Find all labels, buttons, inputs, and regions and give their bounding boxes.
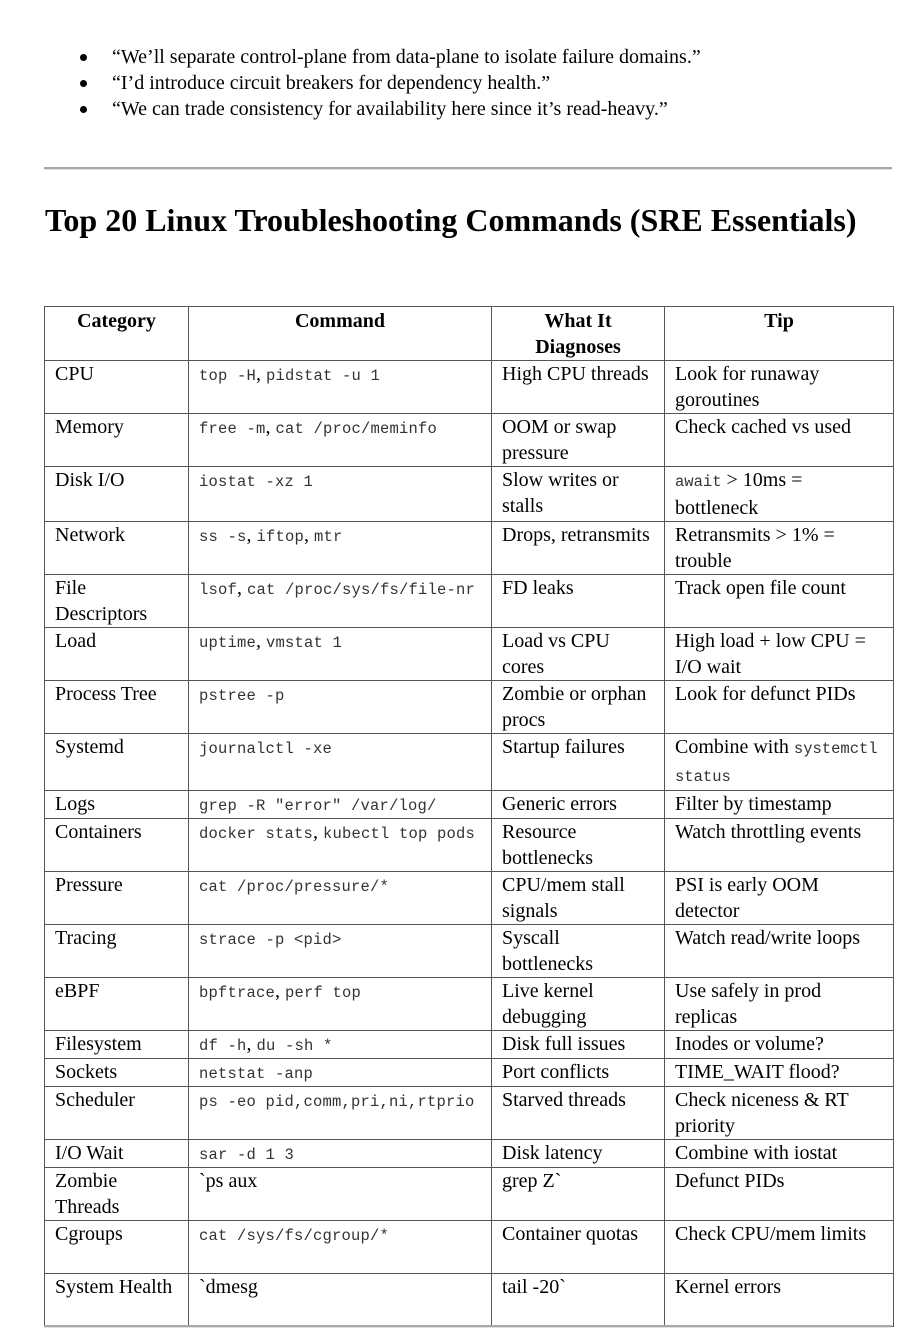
cell-command [189,1140,492,1168]
cell-command [189,467,492,522]
table-row [45,1031,894,1059]
command-code: ss -s [199,528,247,546]
cell-command: uptime, vmstat 1 [189,628,492,681]
cell-category: CPU [45,361,189,414]
bullet-item [0,44,701,70]
command-code: bpftrace [199,984,276,1002]
cell-diagnoses: Generic errors [492,791,665,819]
cell-diagnoses: Resource bottlenecks [492,819,665,872]
table-row [45,819,894,872]
cell-command [189,1221,492,1274]
cell-diagnoses: Starved threads [492,1087,665,1140]
table-row [45,1140,894,1168]
command-code: top -H [199,367,257,385]
tip-text: Check niceness & RT priority [675,1089,849,1137]
cell-category: Logs [45,791,189,819]
table-body [45,361,894,1327]
command-code: grep -R "error" /var/log/ [199,797,437,815]
cell-tip [665,734,894,791]
bullet-item [0,70,701,96]
cell-diagnoses: FD leaks [492,575,665,628]
tip-text: Look for defunct PIDs [675,683,856,705]
command-code: iostat -xz 1 [199,473,314,491]
cell-category: Filesystem [45,1031,189,1059]
tip-text: Filter by timestamp [675,793,832,815]
bullet-dot-icon [80,54,87,61]
cell-command: free -m, cat /proc/meminfo [189,414,492,467]
table-row [45,1274,894,1327]
commands-table [44,306,894,1327]
command-code: iftop [256,528,305,546]
cell-tip [665,1221,894,1274]
tip-text: Use safely in prod replicas [675,980,822,1028]
cell-tip [665,1168,894,1221]
cell-tip [665,361,894,414]
command-code: free -m [199,420,266,438]
tip-text: TIME_WAIT flood? [675,1061,840,1083]
command-code: cat /sys/fs/cgroup/* [199,1227,390,1245]
cell-command: bpftrace, perf top [189,978,492,1031]
table-row [45,467,894,522]
table-row [45,1221,894,1274]
cell-tip [665,681,894,734]
cell-diagnoses: OOM or swap pressure [492,414,665,467]
cell-tip [665,978,894,1031]
cell-tip [665,414,894,467]
cell-command [189,872,492,925]
cell-category: Memory [45,414,189,467]
table-row [45,978,894,1031]
command-code: uptime [199,634,257,652]
cell-command: df -h, du -sh * [189,1031,492,1059]
bullet-list [0,44,701,122]
command-code: vmstat 1 [266,634,343,652]
header-category: Category [45,307,189,361]
section-title: Top 20 Linux Troubleshooting Commands (SRE Essentials) [45,202,857,238]
cell-command [189,681,492,734]
cell-diagnoses: Disk latency [492,1140,665,1168]
table-row [45,734,894,791]
cell-category: Tracing [45,925,189,978]
command-code: cat /proc/meminfo [275,420,438,438]
bullet-text: “We’ll separate control-plane from data-plane to isolate failure domains.” [112,46,701,68]
cell-command: top -H, pidstat -u 1 [189,361,492,414]
command-code: journalctl -xe [199,740,333,758]
command-code: netstat -anp [199,1065,314,1083]
cell-tip [665,1087,894,1140]
cell-tip [665,925,894,978]
cell-diagnoses: tail -20` [492,1274,665,1327]
cell-diagnoses: High CPU threads [492,361,665,414]
command-code: du -sh * [256,1037,333,1055]
cell-category: Systemd [45,734,189,791]
tip-text: Look for runaway goroutines [675,363,820,411]
cell-category: Containers [45,819,189,872]
tip-text: Inodes or volume? [675,1033,824,1055]
tip-text: Kernel errors [675,1276,782,1298]
header-command: Command [189,307,492,361]
cell-tip [665,819,894,872]
command-code: mtr [314,528,343,546]
cell-category: Pressure [45,872,189,925]
cell-diagnoses: Port conflicts [492,1059,665,1087]
cell-diagnoses: Slow writes or stalls [492,467,665,522]
tip-text: Watch throttling events [675,821,862,843]
header-diagnoses: What It Diagnoses [492,307,665,361]
tip-code: await [675,473,722,491]
cell-diagnoses: grep Z` [492,1168,665,1221]
cell-command [189,734,492,791]
tip-text: > 10ms = bottleneck [675,469,803,519]
bullet-dot-icon [80,106,87,113]
cell-tip [665,522,894,575]
table-row [45,681,894,734]
table-row [45,791,894,819]
horizontal-rule [44,167,892,170]
cell-tip [665,872,894,925]
cell-diagnoses: Load vs CPU cores [492,628,665,681]
cell-category: Scheduler [45,1087,189,1140]
cell-tip [665,628,894,681]
cell-command: `dmesg [189,1274,492,1327]
table-row [45,1168,894,1221]
cell-command: lsof, cat /proc/sys/fs/file-nr [189,575,492,628]
command-code: pidstat -u 1 [266,367,381,385]
cell-command [189,791,492,819]
cell-diagnoses: Disk full issues [492,1031,665,1059]
table-row [45,522,894,575]
command-code: docker stats [199,825,314,843]
cell-tip [665,1274,894,1327]
command-code: lsof [199,581,238,599]
cell-command [189,925,492,978]
cell-diagnoses: Syscall bottlenecks [492,925,665,978]
header-tip: Tip [665,307,894,361]
command-code: cat /proc/sys/fs/file-nr [247,581,476,599]
table-row [45,925,894,978]
tip-text: Check CPU/mem limits [675,1223,867,1245]
table-row [45,1059,894,1087]
tip-text: High load + low CPU = I/O wait [675,630,866,678]
cell-tip [665,1031,894,1059]
tip-text: Defunct PIDs [675,1170,785,1192]
cell-category: File Descriptors [45,575,189,628]
cell-category: I/O Wait [45,1140,189,1168]
cell-category: System Health [45,1274,189,1327]
table-header-row [45,307,894,361]
command-code: kubectl top pods [323,825,476,843]
cell-command [189,1087,492,1140]
cell-command: docker stats, kubectl top pods [189,819,492,872]
cell-diagnoses: Live kernel debugging [492,978,665,1031]
cell-tip [665,467,894,522]
command-code: df -h [199,1037,247,1055]
tip-text: Combine with iostat [675,1142,838,1164]
cell-tip [665,1140,894,1168]
cell-category: Process Tree [45,681,189,734]
cell-diagnoses: Drops, retransmits [492,522,665,575]
table-row [45,872,894,925]
bullet-text: “We can trade consistency for availability here since it’s read-heavy.” [112,98,668,120]
cell-category: Zombie Threads [45,1168,189,1221]
cell-tip [665,1059,894,1087]
command-code: sar -d 1 3 [199,1146,295,1164]
cell-category: Cgroups [45,1221,189,1274]
cell-category: Network [45,522,189,575]
cell-tip [665,791,894,819]
bullet-dot-icon [80,80,87,87]
command-code: ps -eo pid,comm,pri,ni,rtprio [199,1093,475,1111]
cell-diagnoses: Startup failures [492,734,665,791]
cell-category: eBPF [45,978,189,1031]
tip-code: systemctl status [675,740,878,786]
cell-command: `ps aux [189,1168,492,1221]
tip-text: Combine with [675,736,794,758]
tip-text: Check cached vs used [675,416,852,438]
cell-command [189,1059,492,1087]
cell-tip [665,575,894,628]
tip-text: Watch read/write loops [675,927,860,949]
cell-command: ss -s, iftop, mtr [189,522,492,575]
command-code: pstree -p [199,687,285,705]
horizontal-rule [44,1325,892,1328]
command-code: cat /proc/pressure/* [199,878,390,896]
cell-category: Disk I/O [45,467,189,522]
command-code: strace -p <pid> [199,931,342,949]
cell-diagnoses: CPU/mem stall signals [492,872,665,925]
cell-diagnoses: Zombie or orphan procs [492,681,665,734]
cell-diagnoses: Container quotas [492,1221,665,1274]
table-row [45,1087,894,1140]
table-row [45,575,894,628]
table-row [45,361,894,414]
cell-category: Sockets [45,1059,189,1087]
tip-text: Track open file count [675,577,846,599]
tip-text: PSI is early OOM detector [675,874,819,922]
command-code: perf top [285,984,362,1002]
table-row [45,414,894,467]
bullet-text: “I’d introduce circuit breakers for dependency health.” [112,72,551,94]
bullet-item [0,96,701,122]
tip-text: Retransmits > 1% = trouble [675,524,835,572]
cell-category: Load [45,628,189,681]
table-row [45,628,894,681]
